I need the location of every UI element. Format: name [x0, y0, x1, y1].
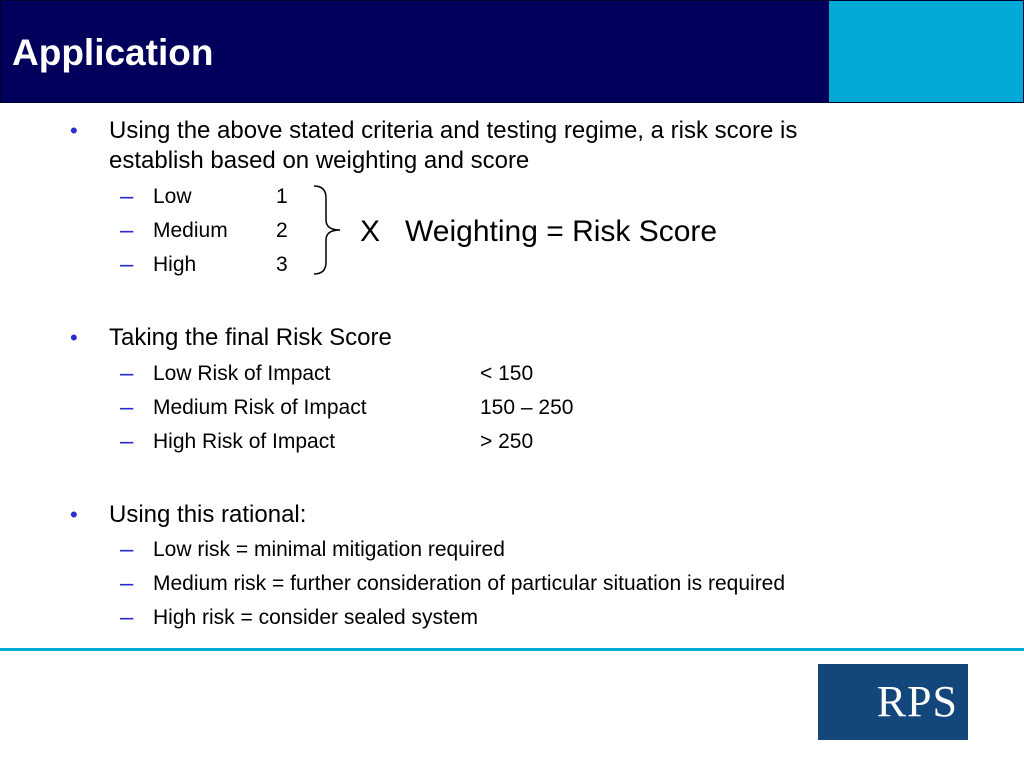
- bullet-icon: •: [70, 502, 78, 527]
- impact-label-low: Low Risk of Impact: [153, 362, 331, 385]
- dash-icon: –: [120, 604, 134, 631]
- formula-text: X Weighting = Risk Score: [360, 215, 718, 248]
- brace-icon: [310, 184, 350, 276]
- bullet-text-1b: establish based on weighting and score: [109, 147, 530, 174]
- dash-icon: –: [120, 183, 134, 210]
- rps-logo: RPS: [818, 664, 968, 740]
- weight-label-high: High: [153, 253, 197, 276]
- impact-label-high: High Risk of Impact: [153, 430, 336, 453]
- bullet-text-2: Taking the final Risk Score: [109, 324, 392, 351]
- bullet-text-1a: Using the above stated criteria and testing regime, a risk score is: [109, 117, 798, 144]
- weight-value-high: 3: [276, 253, 288, 276]
- dash-icon: –: [120, 428, 134, 455]
- weight-label-low: Low: [153, 185, 192, 208]
- rational-item-high: High risk = consider sealed system: [153, 606, 479, 629]
- weight-value-low: 1: [276, 185, 288, 208]
- footer-divider: [0, 648, 1024, 651]
- weight-value-medium: 2: [276, 219, 288, 242]
- rational-item-low: Low risk = minimal mitigation required: [153, 538, 505, 561]
- dash-icon: –: [120, 570, 134, 597]
- dash-icon: –: [120, 251, 134, 278]
- dash-icon: –: [120, 536, 134, 563]
- weight-label-medium: Medium: [153, 219, 228, 242]
- slide-title: Application: [12, 32, 214, 73]
- bullet-text-3: Using this rational:: [109, 501, 307, 528]
- rational-item-medium: Medium risk = further consideration of particular situation is required: [153, 572, 786, 595]
- dash-icon: –: [120, 394, 134, 421]
- impact-value-low: < 150: [480, 362, 534, 385]
- dash-icon: –: [120, 360, 134, 387]
- bullet-icon: •: [70, 325, 78, 350]
- bullet-icon: •: [70, 118, 78, 143]
- impact-value-medium: 150 – 250: [480, 396, 574, 419]
- impact-value-high: > 250: [480, 430, 534, 453]
- dash-icon: –: [120, 217, 134, 244]
- impact-label-medium: Medium Risk of Impact: [153, 396, 367, 419]
